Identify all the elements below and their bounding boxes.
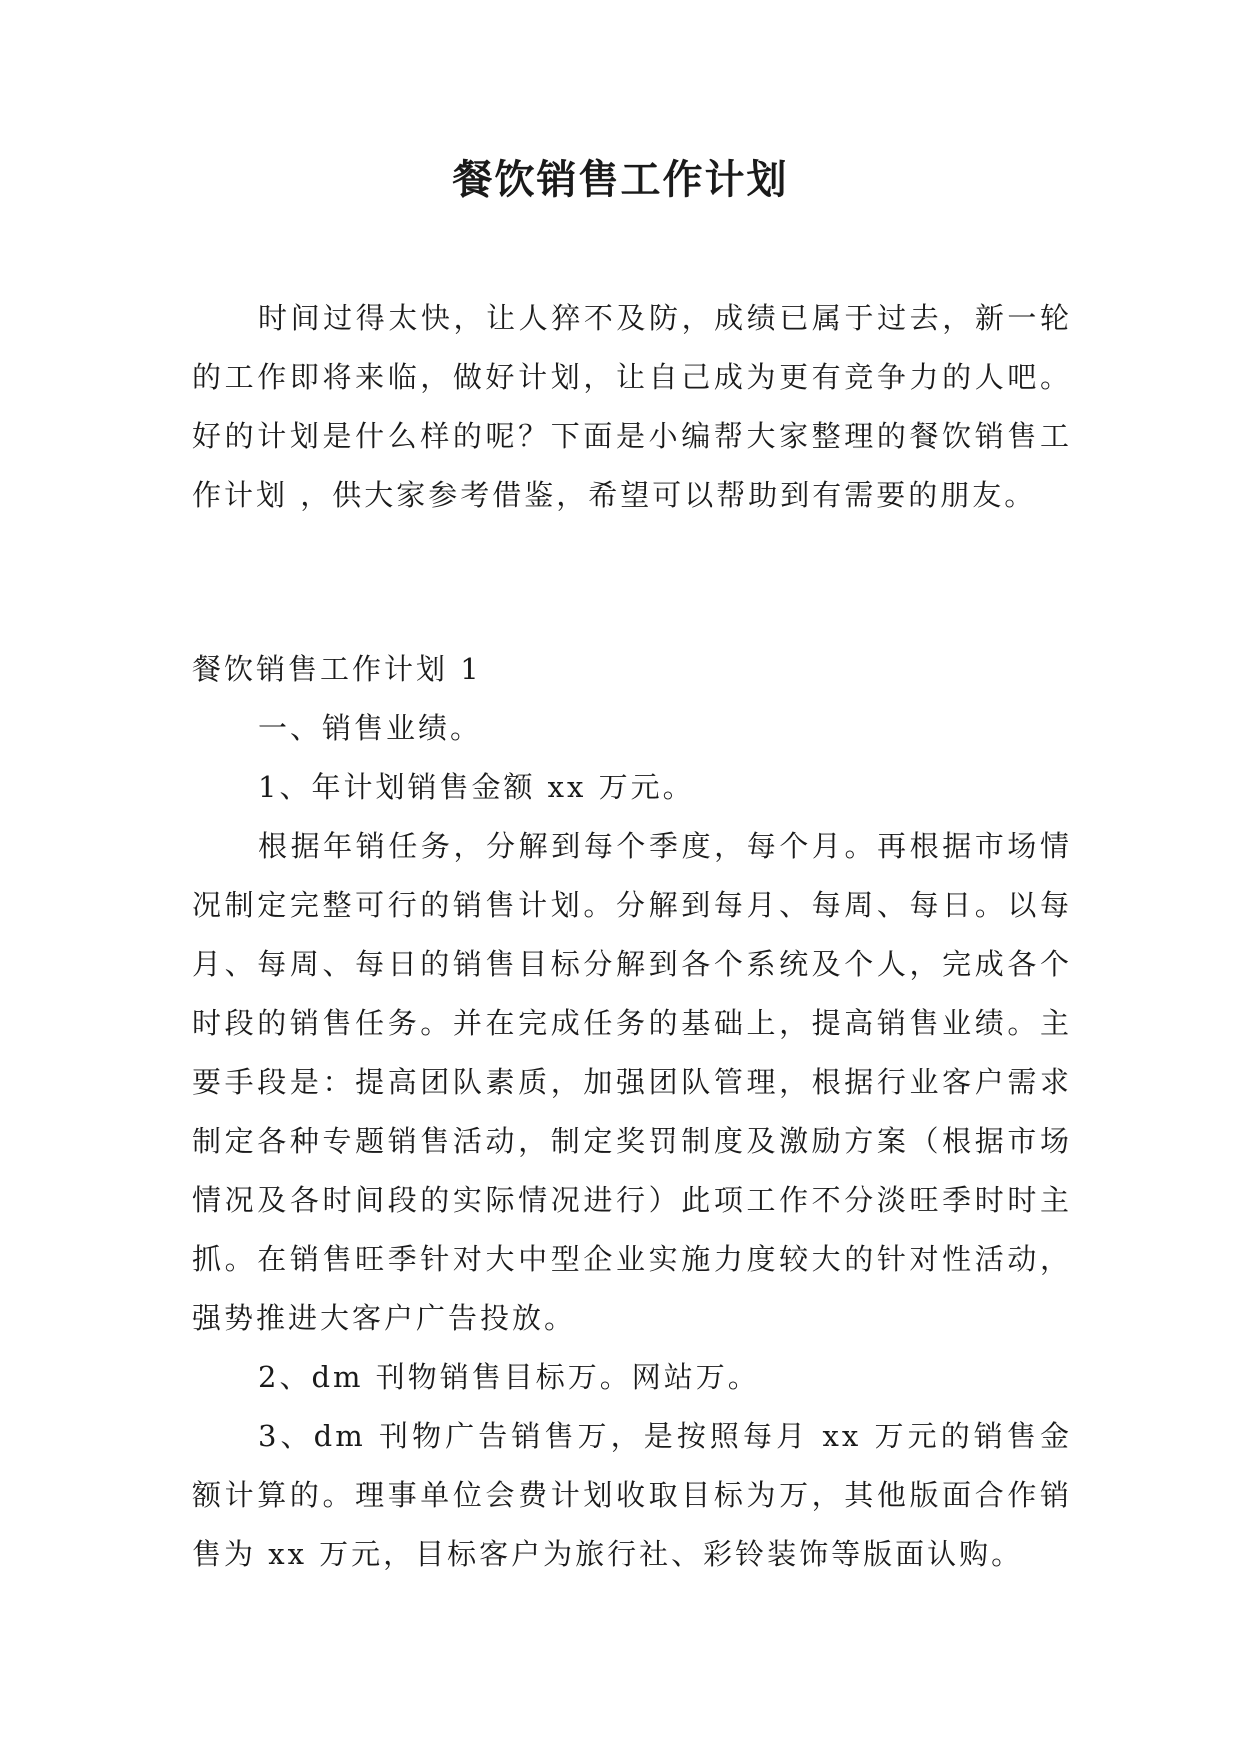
paragraph-annual-target: 1、年计划销售金额 xx 万元。 (258, 770, 695, 804)
paragraph-breakdown: 根据年销任务，分解到每个季度，每个月。再根据市场情况制定完整可行的销售计划。分解到每月、每周、每日。以每月、每周、每日的销售目标分解到各个系统及个人，完成各个时段的销售任务。并在完成任务的基础上，提高销售业绩。主要手段是：提高团队素质，加强团队管理，根据行业客户需求制定各种专题销售活动，制定奖罚制度及激励方案（根据市场情况及各时间段的实际情况进行）此项工作不分淡旺季时时主抓。在销售旺季针对大中型企业实施力度较大的针对性活动，强势推进大客户广告投放。 (192, 829, 1072, 1335)
section-block (192, 640, 1072, 1584)
paragraph-dm-target: 2、dm 刊物销售目标万。网站万。 (258, 1360, 760, 1394)
paragraph-sales-performance: 一、销售业绩。 (258, 711, 483, 745)
intro-block (192, 289, 1072, 525)
paragraph-dm-ad-sales: 3、dm 刊物广告销售万，是按照每月 xx 万元的销售金额计算的。理事单位会费计划收取目标为万，其他版面合作销售为 xx 万元，目标客户为旅行社、彩铃装饰等版面认购。 (192, 1419, 1072, 1571)
section-heading: 餐饮销售工作计划 1 (192, 652, 482, 686)
document-title: 餐饮销售工作计划 (452, 157, 789, 203)
intro-paragraph: 时间过得太快，让人猝不及防，成绩已属于过去，新一轮的工作即将来临，做好计划，让自己成为更有竞争力的人吧。好的计划是什么样的呢？下面是小编帮大家整理的餐饮销售工作计划 ，供大家参考借鉴，希望可以帮助到有需要的朋友。 (192, 301, 1072, 512)
